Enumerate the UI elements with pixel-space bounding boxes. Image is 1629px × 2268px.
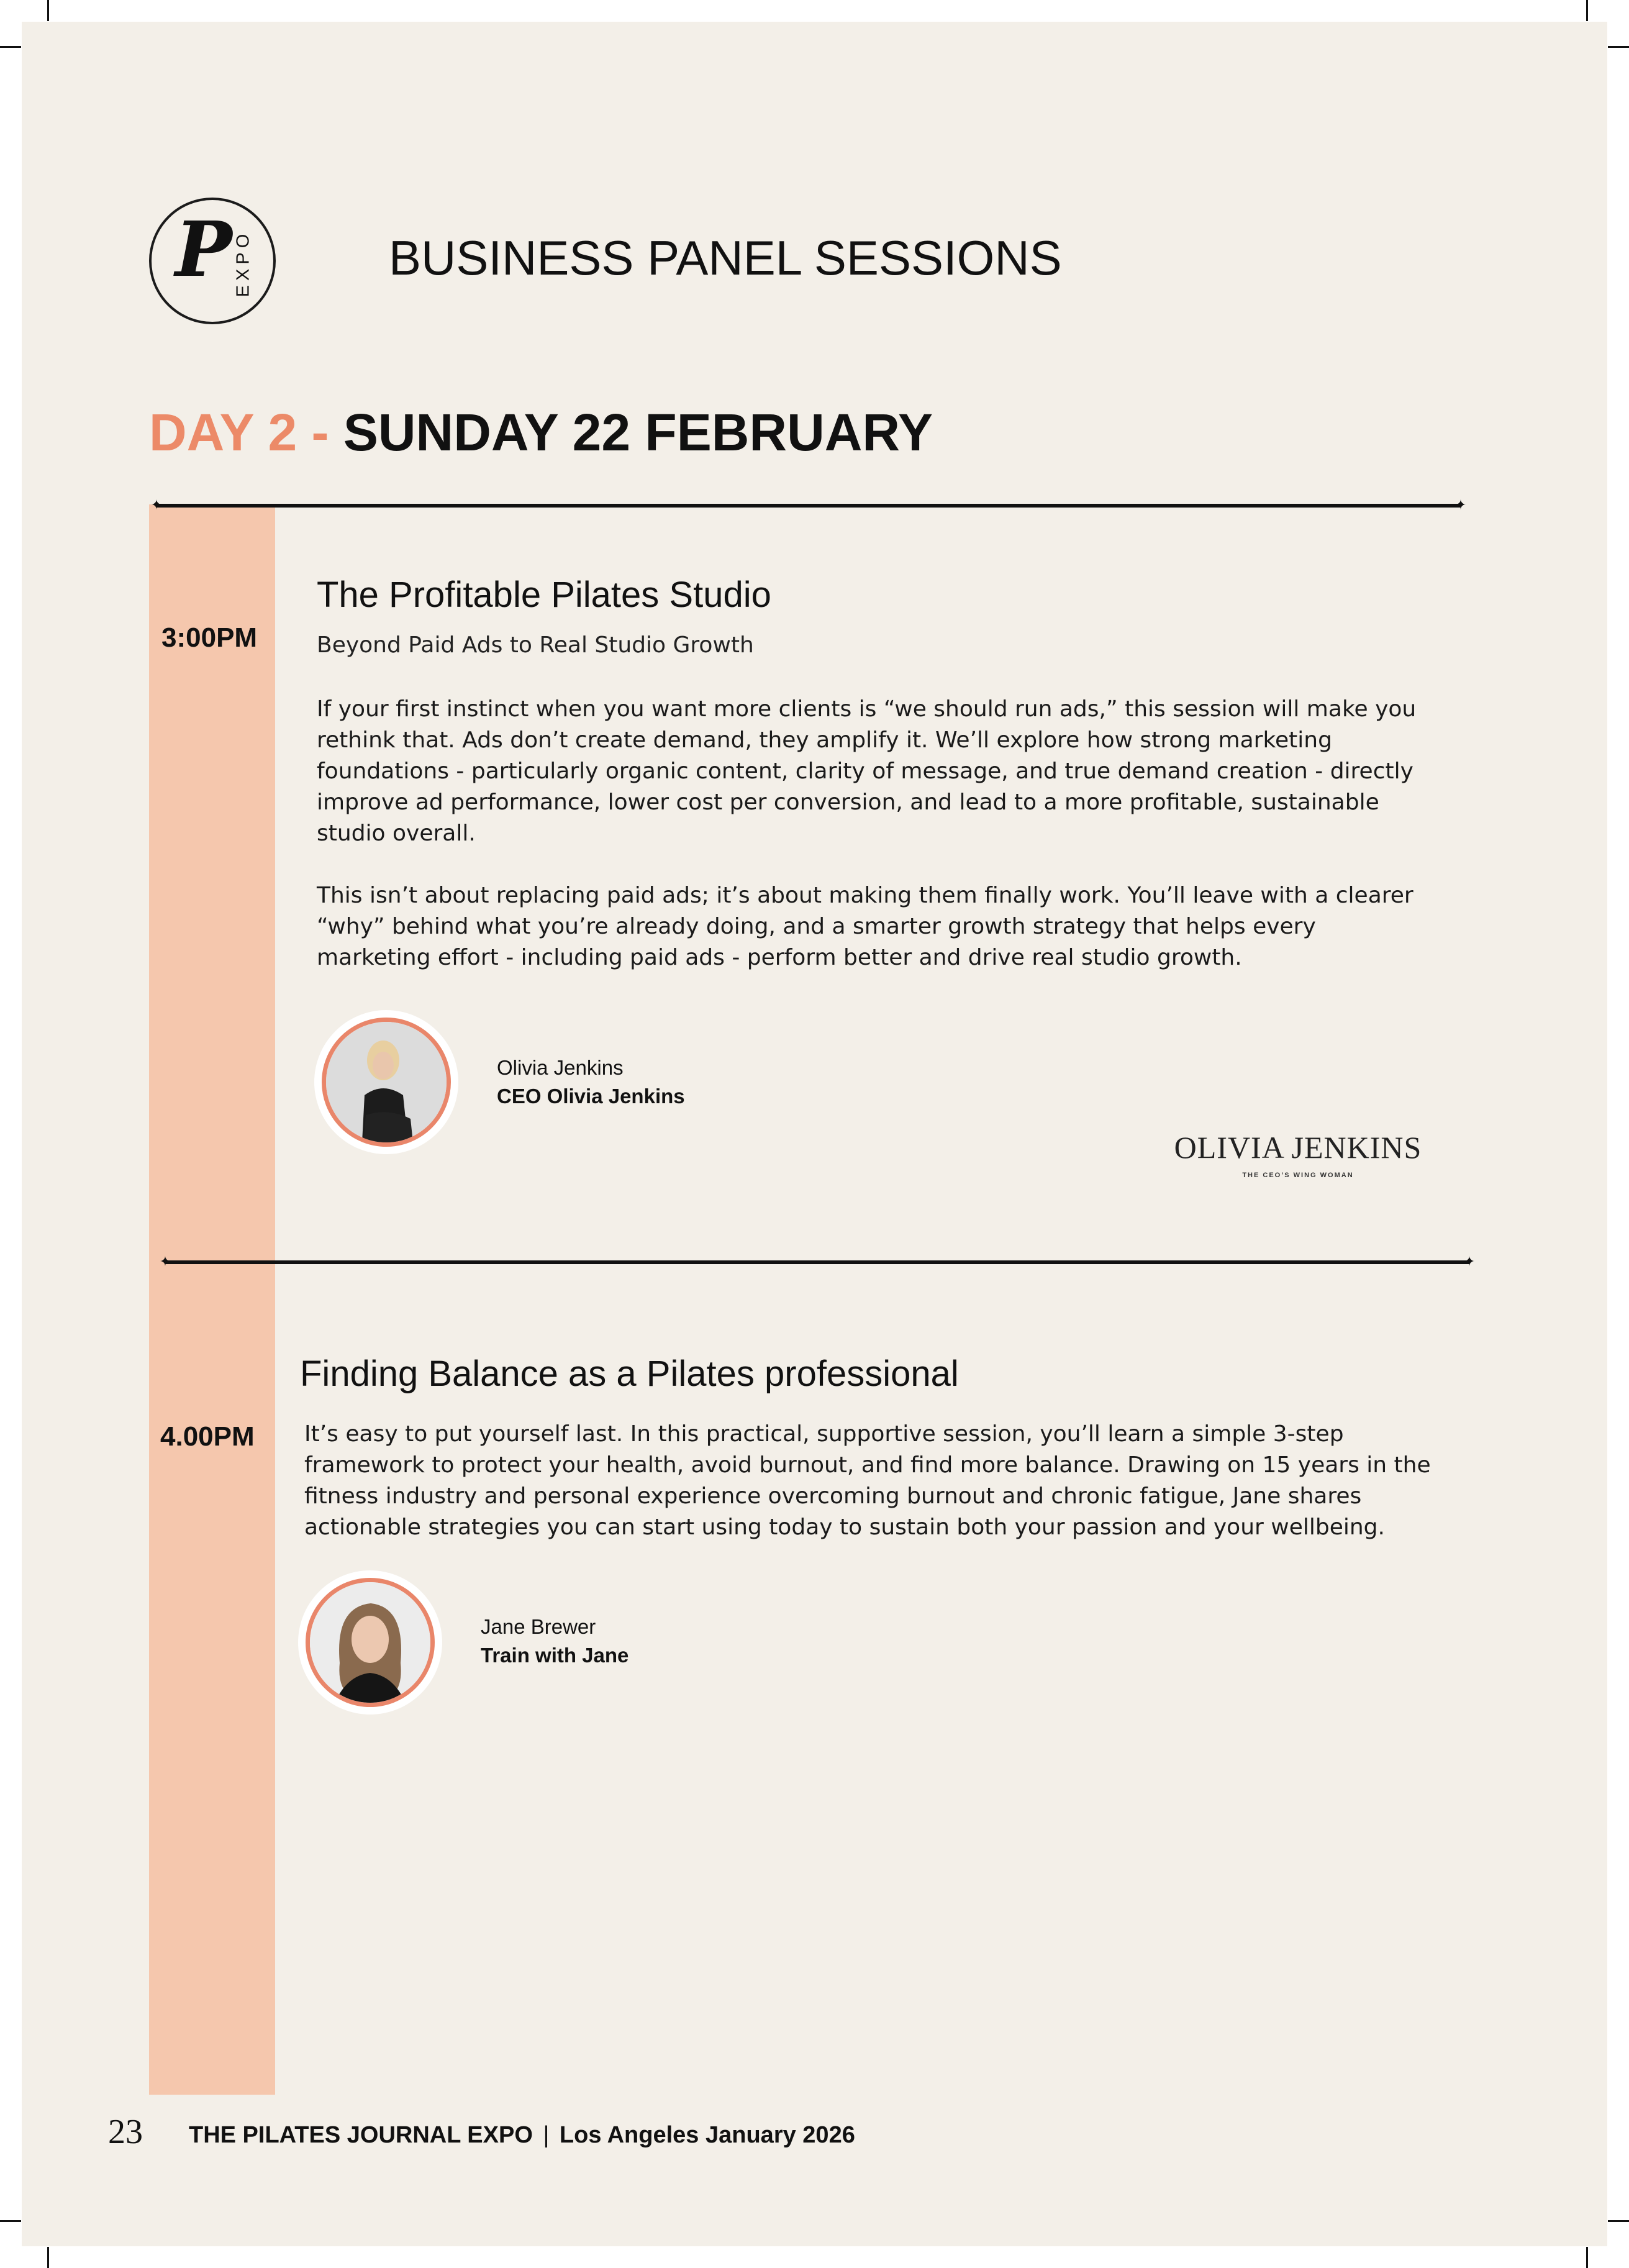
speaker-avatar bbox=[314, 1010, 458, 1154]
divider-line bbox=[150, 498, 1467, 513]
speaker-photo-image bbox=[310, 1582, 430, 1703]
crop-mark bbox=[1586, 0, 1588, 21]
crop-mark bbox=[1608, 46, 1629, 48]
footer-publication-line bbox=[189, 2122, 855, 2149]
day-prefix: DAY 2 - bbox=[149, 403, 329, 462]
session-title: Finding Balance as a Pilates professional bbox=[300, 1354, 959, 1394]
speaker-photo-image bbox=[326, 1022, 447, 1142]
divider-ornament-icon: ✦ bbox=[150, 498, 163, 513]
session-time: 4.00PM bbox=[160, 1421, 255, 1452]
divider-ornament-icon: ✦ bbox=[1454, 498, 1467, 513]
session-time: 3:00PM bbox=[161, 622, 258, 653]
divider-ornament-icon: ✦ bbox=[1463, 1254, 1476, 1270]
day-heading bbox=[149, 403, 933, 463]
speaker-photo bbox=[306, 1578, 435, 1707]
speaker-name: Olivia Jenkins bbox=[497, 1056, 624, 1079]
speaker-photo bbox=[322, 1018, 451, 1147]
crop-mark bbox=[47, 0, 49, 21]
divider-ornament-icon: ✦ bbox=[159, 1254, 171, 1270]
session-description: It’s easy to put yourself last. In this practical, supportive session, you’ll learn a simple 3-step framework to protect your health, avoid burnout, and find more balance. Drawing on 15 years in the fitness industry and personal experience overcoming burnout and chronic fatigue, Jane shares actionable strategies you can start using today to sustain both your passion and your wellbeing. bbox=[304, 1421, 1431, 1540]
speaker-name: Jane Brewer bbox=[481, 1615, 596, 1638]
session-title: The Profitable Pilates Studio bbox=[317, 575, 771, 615]
brand-logo bbox=[1168, 1132, 1428, 1179]
brand-logo-tagline: THE CEO’S WING WOMAN bbox=[1242, 1172, 1354, 1179]
session-description: This isn’t about replacing paid ads; it’s about making them finally work. You’ll leave with a clearer “why” behind what you’re already doing, and a smarter growth strategy that helps every marketing effort - including paid ads - perform better and drive real studio growth. bbox=[317, 883, 1413, 970]
page-title: BUSINESS PANEL SESSIONS bbox=[389, 230, 1062, 285]
logo-letter: P bbox=[175, 204, 232, 294]
expo-logo bbox=[149, 198, 276, 324]
logo-word: EXPO bbox=[233, 229, 253, 298]
crop-mark bbox=[0, 46, 21, 48]
crop-mark bbox=[0, 2220, 21, 2222]
timeline-band bbox=[149, 504, 275, 2095]
crop-mark bbox=[1586, 2247, 1588, 2268]
speaker-organization: CEO Olivia Jenkins bbox=[497, 1085, 685, 1108]
speaker-organization: Train with Jane bbox=[481, 1644, 629, 1667]
session-subtitle: Beyond Paid Ads to Real Studio Growth bbox=[317, 632, 754, 658]
footer-edition: Los Angeles January 2026 bbox=[559, 2122, 855, 2148]
page-number: 23 bbox=[108, 2113, 143, 2151]
footer-publication: THE PILATES JOURNAL EXPO bbox=[189, 2122, 533, 2148]
day-date: SUNDAY 22 FEBRUARY bbox=[343, 403, 933, 462]
session-description: If your first instinct when you want more clients is “we should run ads,” this session will make you rethink that. Ads don’t create demand, they amplify it. We’ll explore how strong marketing foundations - particularly organic content, clarity of message, and true demand creation - directly improve ad performance, lower cost per conversion, and lead to a more profitable, sustainable studio overall. bbox=[317, 696, 1417, 846]
brand-logo-name: OLIVIA JENKINS bbox=[1174, 1130, 1422, 1165]
crop-mark bbox=[47, 2247, 49, 2268]
speaker-avatar bbox=[298, 1570, 442, 1715]
crop-mark bbox=[1608, 2220, 1629, 2222]
footer-separator: | bbox=[543, 2122, 550, 2148]
divider-line bbox=[159, 1254, 1476, 1270]
